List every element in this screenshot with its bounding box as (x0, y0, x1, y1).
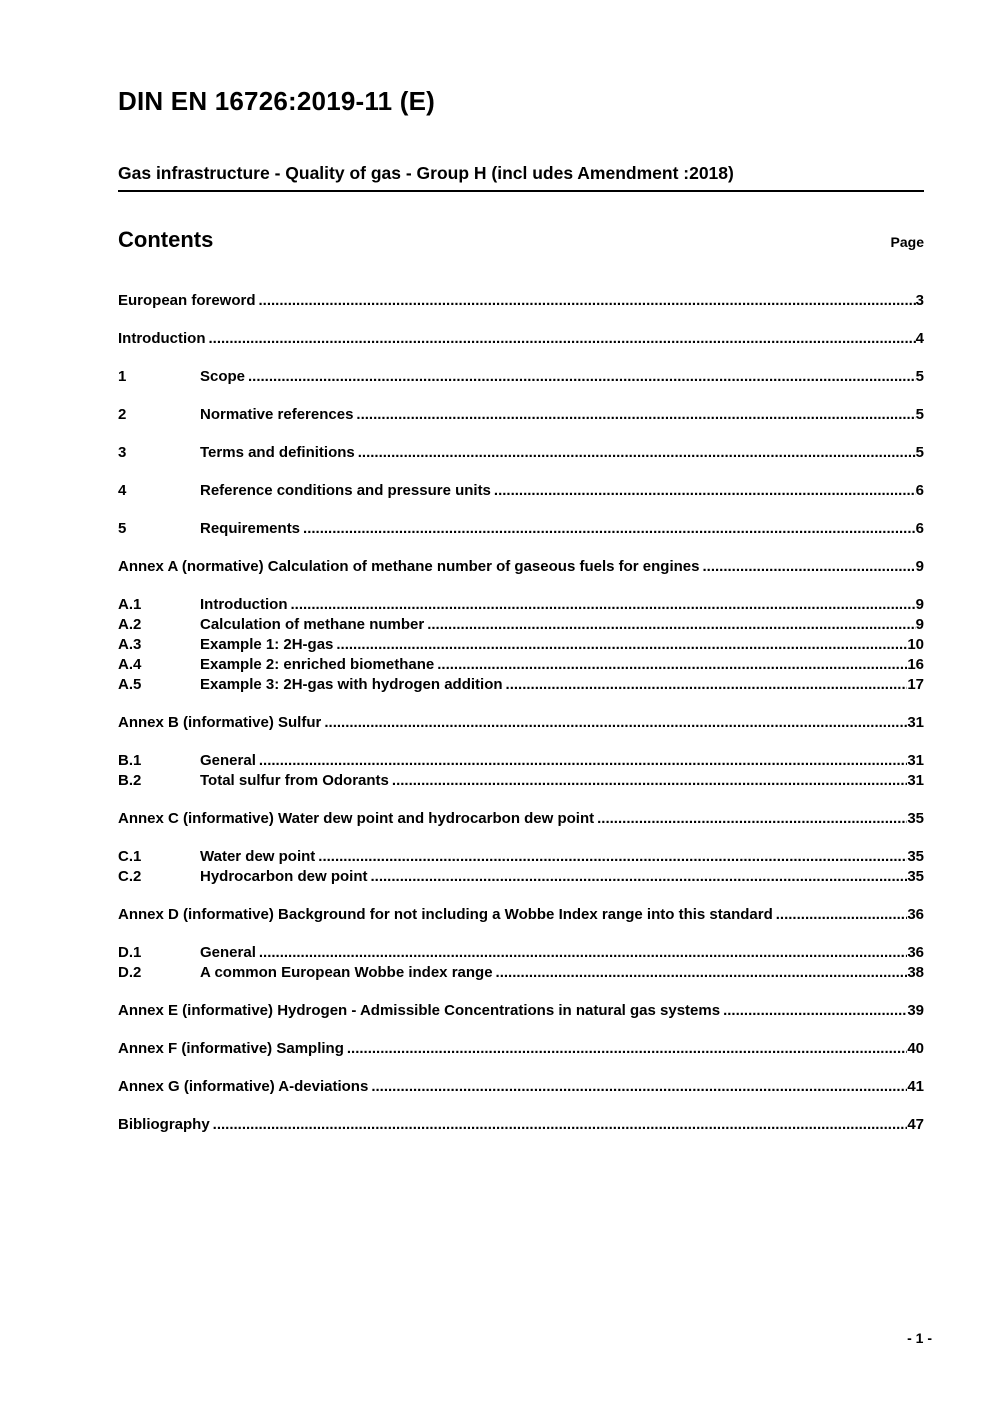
toc-entry-page: 38 (907, 964, 924, 982)
dot-leader (256, 292, 916, 310)
dot-leader (256, 752, 907, 770)
dot-leader (333, 636, 907, 654)
toc-entry-label: Example 3: 2H-gas with hydrogen addition (200, 676, 503, 694)
toc-entry-page: 9 (915, 558, 924, 576)
toc-entry-label: Annex A (normative) Calculation of methane number of gaseous fuels for engines (118, 558, 700, 576)
dot-leader (503, 676, 908, 694)
toc-entry-label: Hydrocarbon dew point (200, 868, 368, 886)
toc-entry-label: Terms and definitions (200, 444, 355, 462)
toc-entry-number: B.1 (118, 752, 142, 770)
toc-entry-number: 1 (118, 368, 127, 386)
toc-entry-label: General (200, 944, 256, 962)
toc-entry-label: Scope (200, 368, 246, 386)
footer-page-number: - 1 - (907, 1330, 932, 1346)
toc-entry-page: 31 (907, 772, 924, 790)
dot-leader (355, 444, 916, 462)
toc-entry (118, 1002, 924, 1020)
toc-entry-page: 3 (915, 292, 924, 310)
dot-leader (368, 1078, 907, 1096)
toc-entry-number: A.5 (118, 676, 142, 694)
dot-leader (773, 906, 908, 924)
toc-entry-page: 16 (907, 656, 924, 674)
toc-entry-page: 39 (907, 1002, 924, 1020)
dot-leader (353, 406, 915, 424)
toc-entry (118, 596, 924, 614)
dot-leader (300, 520, 916, 538)
toc-entry-page: 40 (907, 1040, 924, 1058)
toc-entry-number: A.3 (118, 636, 142, 654)
dot-leader (424, 616, 915, 634)
toc-entry-page: 10 (907, 636, 924, 654)
toc-entry-page: 36 (907, 906, 924, 924)
dot-leader (315, 848, 907, 866)
toc-entry (118, 558, 924, 576)
contents-heading: Contents (118, 226, 214, 252)
toc-entry (118, 906, 924, 924)
toc-entry-page: 6 (915, 482, 924, 500)
dot-leader (434, 656, 907, 674)
toc-entry-page: 31 (907, 714, 924, 732)
toc-entry-page: 5 (915, 368, 924, 386)
dot-leader (256, 944, 907, 962)
toc-entry-number: C.1 (118, 848, 142, 866)
toc-entry-page: 6 (915, 520, 924, 538)
toc-entry-number: 2 (118, 406, 127, 424)
document-subtitle: Gas infrastructure - Quality of gas - Group H (incl udes Amendment :2018) (118, 163, 924, 192)
dot-leader (321, 714, 907, 732)
toc-entry (118, 848, 924, 866)
toc-entry-label: Example 2: enriched biomethane (200, 656, 435, 674)
toc-entry-label: Introduction (200, 596, 288, 614)
toc-entry-label: Normative references (200, 406, 354, 424)
toc-entry-page: 35 (907, 810, 924, 828)
page-column-label: Page (890, 233, 924, 250)
toc-entry (118, 636, 924, 654)
toc-entry-number: D.2 (118, 964, 142, 982)
document-page (118, 0, 924, 1134)
dot-leader (491, 482, 916, 500)
toc-entry (118, 676, 924, 694)
toc-entry (118, 406, 924, 424)
dot-leader (493, 964, 908, 982)
toc-entry (118, 868, 924, 886)
toc-entry-number: A.1 (118, 596, 142, 614)
toc-entry-label: European foreword (118, 292, 256, 310)
toc-entry-label: Annex D (informative) Background for not including a Wobbe Index range into this standard (118, 906, 773, 924)
toc-entry-number: 4 (118, 482, 127, 500)
toc-entry (118, 944, 924, 962)
toc-entry-number: D.1 (118, 944, 142, 962)
toc-entry-page: 17 (907, 676, 924, 694)
toc-entry-page: 4 (915, 330, 924, 348)
toc-entry-label: Example 1: 2H-gas (200, 636, 334, 654)
dot-leader (210, 1116, 908, 1134)
toc-entry-number: 3 (118, 444, 127, 462)
toc-entry-number: 5 (118, 520, 127, 538)
toc-entry (118, 752, 924, 770)
toc-entry-page: 36 (907, 944, 924, 962)
dot-leader (245, 368, 916, 386)
toc-entry-number: C.2 (118, 868, 142, 886)
toc-entry-page: 41 (907, 1078, 924, 1096)
toc-entry (118, 482, 924, 500)
dot-leader (389, 772, 907, 790)
toc-entry (118, 330, 924, 348)
toc-entry-page: 5 (915, 406, 924, 424)
dot-leader (368, 868, 908, 886)
dot-leader (720, 1002, 907, 1020)
dot-leader (594, 810, 907, 828)
toc-entry-number: B.2 (118, 772, 142, 790)
dot-leader (344, 1040, 907, 1058)
toc-entry-page: 31 (907, 752, 924, 770)
toc-entry-label: Reference conditions and pressure units (200, 482, 491, 500)
dot-leader (287, 596, 915, 614)
toc-entry (118, 1040, 924, 1058)
toc-entry (118, 714, 924, 732)
toc-entry-label: Calculation of methane number (200, 616, 425, 634)
toc-entry (118, 616, 924, 634)
toc-entry-label: Introduction (118, 330, 206, 348)
toc-entry-page: 9 (915, 616, 924, 634)
toc-entry-number: A.2 (118, 616, 142, 634)
toc-entry-label: General (200, 752, 256, 770)
contents-header-row (118, 227, 924, 252)
toc-entry (118, 1078, 924, 1096)
toc-entry-page: 35 (907, 848, 924, 866)
toc-entry-label: Water dew point (200, 848, 316, 866)
toc-entry-page: 35 (907, 868, 924, 886)
toc-entry-label: Annex G (informative) A-deviations (118, 1078, 369, 1096)
toc-entry (118, 656, 924, 674)
toc-entry (118, 810, 924, 828)
toc-entry-page: 47 (907, 1116, 924, 1134)
dot-leader (205, 330, 915, 348)
toc-entry (118, 964, 924, 982)
table-of-contents (118, 292, 924, 1134)
toc-entry-label: A common European Wobbe index range (200, 964, 493, 982)
toc-entry (118, 444, 924, 462)
toc-entry (118, 368, 924, 386)
toc-entry-label: Bibliography (118, 1116, 210, 1134)
toc-entry-label: Annex C (informative) Water dew point and hydrocarbon dew point (118, 810, 595, 828)
toc-entry (118, 520, 924, 538)
dot-leader (699, 558, 915, 576)
toc-entry-label: Requirements (200, 520, 301, 538)
toc-entry-label: Annex B (informative) Sulfur (118, 714, 322, 732)
toc-entry (118, 292, 924, 310)
toc-entry (118, 1116, 924, 1134)
toc-entry-number: A.4 (118, 656, 142, 674)
toc-entry-page: 9 (915, 596, 924, 614)
toc-entry-label: Total sulfur from Odorants (200, 772, 389, 790)
toc-entry (118, 772, 924, 790)
toc-entry-label: Annex F (informative) Sampling (118, 1040, 344, 1058)
toc-entry-page: 5 (915, 444, 924, 462)
toc-entry-label: Annex E (informative) Hydrogen - Admissible Concentrations in natural gas systems (118, 1002, 721, 1020)
page-title: DIN EN 16726:2019-11 (E) (118, 86, 435, 116)
